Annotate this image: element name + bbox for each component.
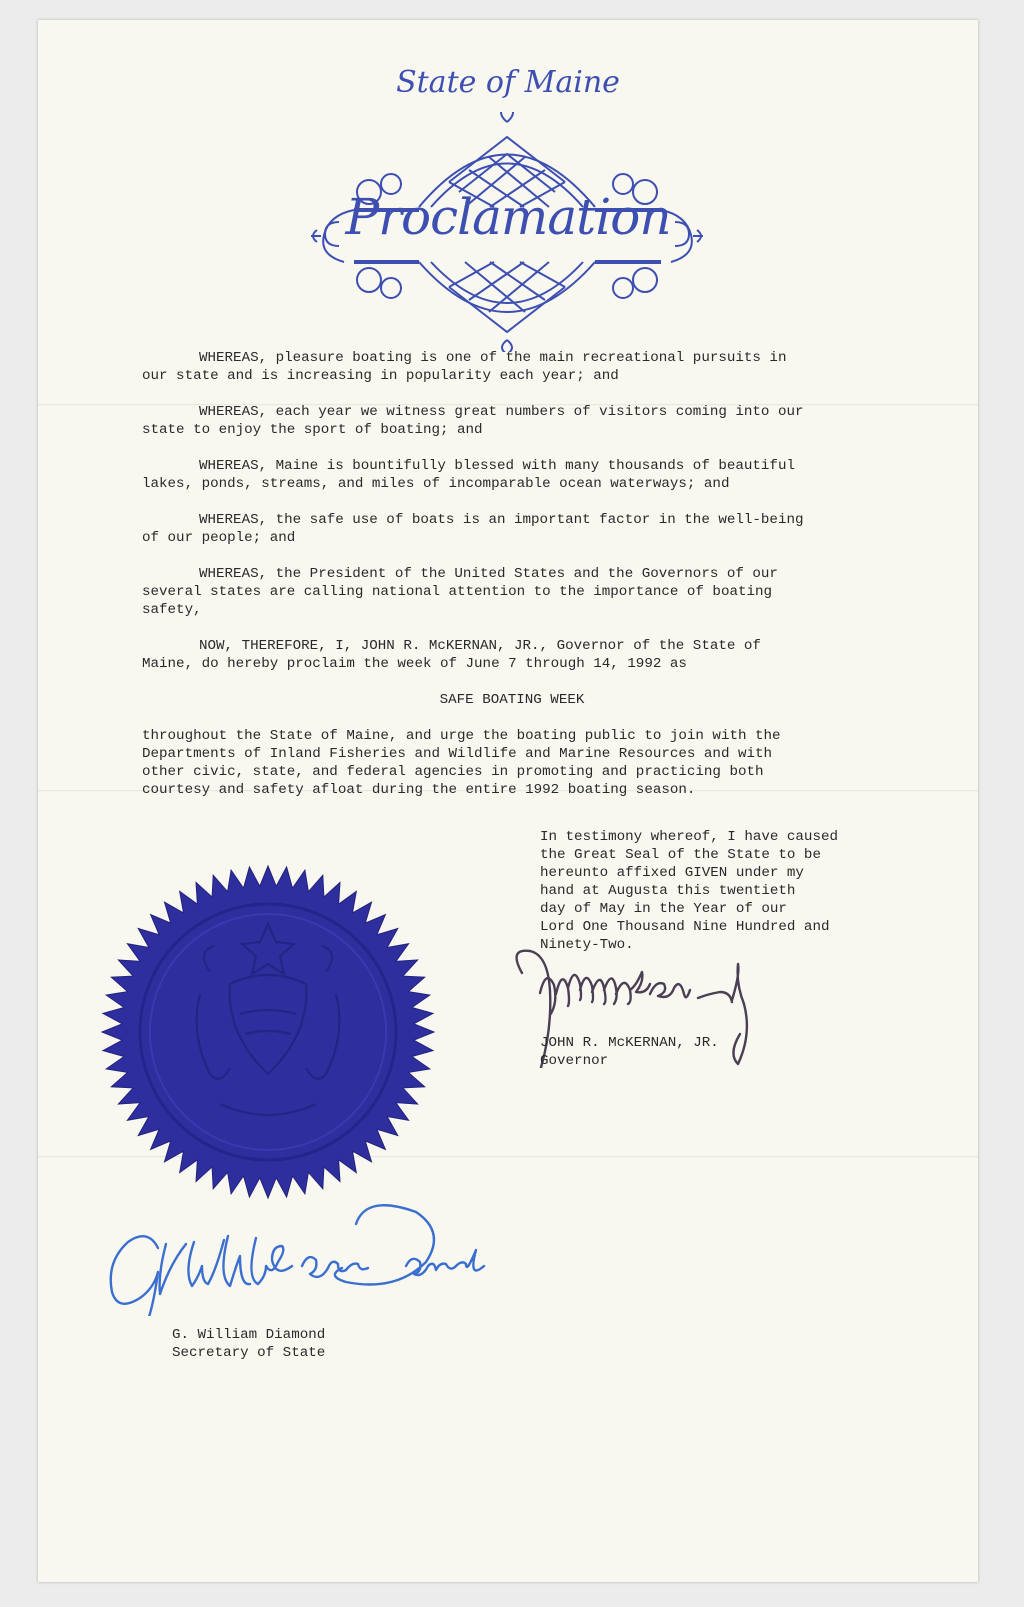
clause-first-line: WHEREAS, Maine is bountifully blessed with many thousands of beautiful — [199, 458, 795, 474]
clause-rest: several states are calling national attention to the importance of boating safety, — [142, 584, 773, 618]
event-title: SAFE BOATING WEEK — [439, 692, 585, 708]
state-title: State of Maine — [396, 65, 620, 100]
proclamation-clause — [142, 637, 882, 673]
governor-name: JOHN R. McKERNAN, JR. — [540, 1035, 719, 1051]
proclamation-title: Proclamation — [345, 188, 671, 246]
governor-signature-block — [540, 1034, 719, 1070]
whereas-clause — [142, 457, 882, 493]
clause-rest: Maine, do hereby proclaim the week of June 7 through 14, 1992 as — [142, 656, 687, 672]
clause-rest: our state and is increasing in popularity each year; and — [142, 368, 619, 384]
clause-rest: state to enjoy the sport of boating; and — [142, 422, 483, 438]
proclamation-body — [142, 349, 882, 817]
clause-first-line: WHEREAS, the safe use of boats is an important factor in the well-being — [199, 512, 804, 528]
secretary-name: G. William Diamond — [172, 1327, 326, 1343]
governor-title: Governor — [540, 1053, 609, 1069]
clause-first-line: WHEREAS, pleasure boating is one of the main recreational pursuits in — [199, 350, 787, 366]
clause-rest: of our people; and — [142, 530, 296, 546]
clause-first-line: NOW, THEREFORE, I, JOHN R. McKERNAN, JR., Governor of the State of — [199, 638, 761, 654]
closing-paragraph: throughout the State of Maine, and urge the boating public to join with the Departments of Inland Fisheries and Wildlife and Marine Resources and with other civic, state, and federal agencies in promoting and practicing both courtesy and safety afloat during the entire 1992 boating season. — [142, 728, 781, 798]
great-seal-icon — [100, 864, 436, 1200]
whereas-clause — [142, 403, 882, 439]
clause-first-line: WHEREAS, the President of the United States and the Governors of our — [199, 566, 778, 582]
secretary-signature-block — [172, 1326, 325, 1362]
whereas-clause — [142, 349, 882, 385]
clause-first-line: WHEREAS, each year we witness great numbers of visitors coming into our — [199, 404, 804, 420]
secretary-title: Secretary of State — [172, 1345, 326, 1361]
proclamation-document — [38, 20, 978, 1582]
whereas-clause — [142, 565, 882, 619]
testimony-paragraph: In testimony whereof, I have caused the Great Seal of the State to be hereunto affixed GIVEN under my hand at Augusta this twentieth day of May in the Year of our Lord One Thousand Nine Hundred and Ninety-Two. — [540, 829, 838, 953]
whereas-clause — [142, 511, 882, 547]
clause-rest: lakes, ponds, streams, and miles of incomparable ocean waterways; and — [142, 476, 730, 492]
secretary-signature-icon — [106, 1196, 516, 1316]
